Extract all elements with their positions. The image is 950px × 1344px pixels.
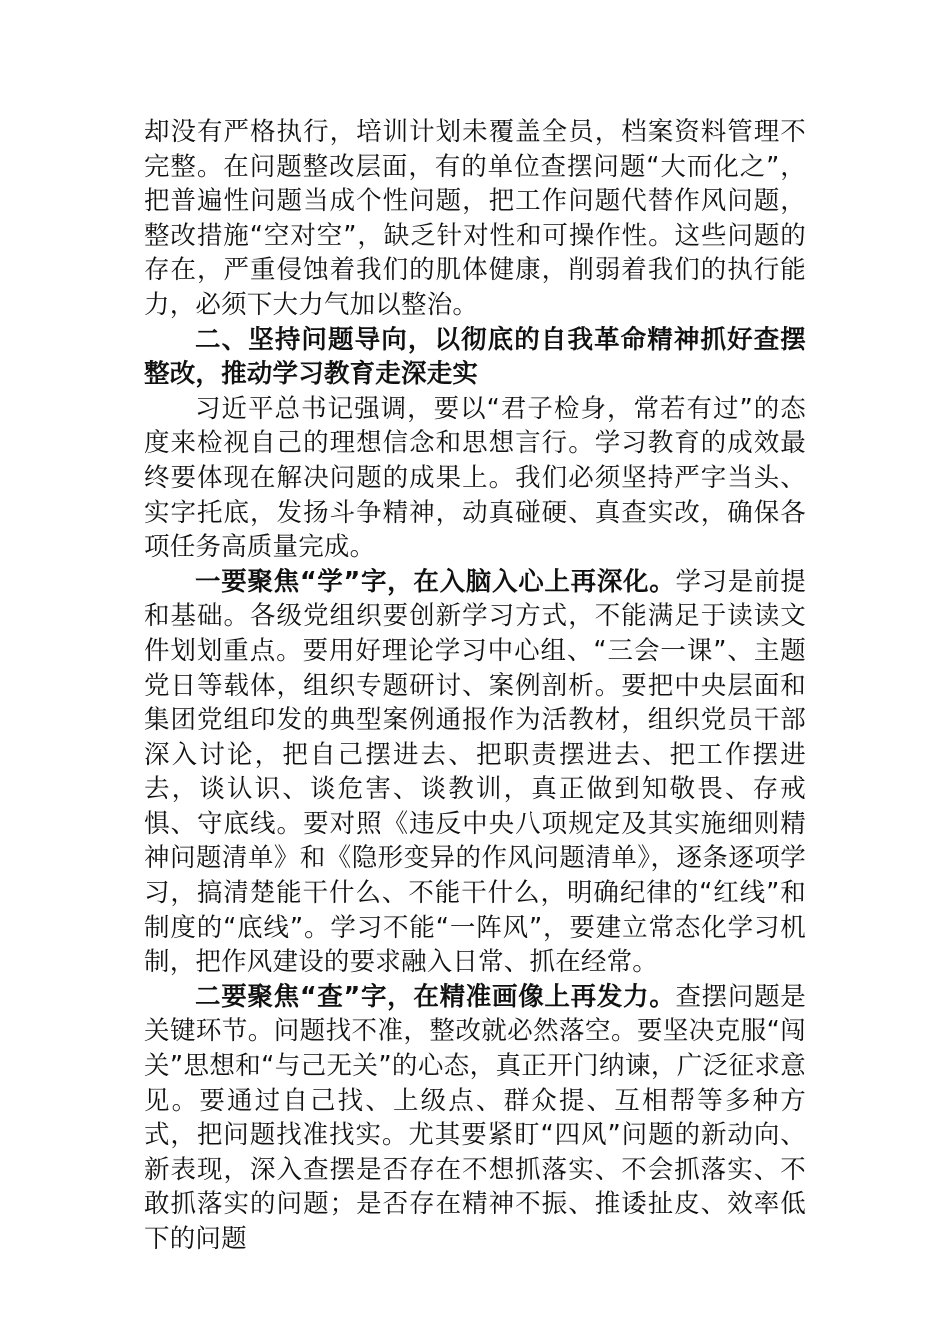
paragraph-text: 却没有严格执行，培训计划未覆盖全员，档案资料管理不完整。在问题整改层面，有的单位查摆问题“大而化之”，把普遍性问题当成个性问题，把工作问题代替作风问题，整改措施“空对空”，缺乏针对性和可操作性。这些问题的存在，严重侵蚀着我们的肌体健康，削弱着我们的执行能力，必须下大力气加以整治。 (144, 117, 806, 320)
paragraph-text: 查摆问题是关键环节。问题找不准，整改就必然落空。要坚决克服“闯关”思想和“与己无关”的心态，真正开门纳谏，广泛征求意见。要通过自己找、上级点、群众提、互相帮等多种方式，把问题找准找实。尤其要紧盯“四风”问题的新动向、新表现，深入查摆是否存在不想抓落实、不会抓落实、不敢抓落实的问题；是否存在精神不振、推诿扯皮、效率低下的问题 (144, 981, 806, 1254)
paragraph-text: 习近平总书记强调，要以“君子检身，常若有过”的态度来检视自己的理想信念和思想言行。学习教育的成效最终要体现在解决问题的成果上。我们必须坚持严字当头、实字托底，发扬斗争精神，动真碰硬、真查实改，确保各项任务高质量完成。 (144, 393, 806, 563)
paragraph-lead: 一要聚焦“学”字，在入脑入心上再深化。 (195, 566, 676, 597)
paragraph-lead: 二要聚焦“查”字，在精准画像上再发力。 (195, 981, 676, 1012)
paragraph-point-inspect (144, 980, 806, 1257)
paragraph-point-study (144, 565, 806, 980)
section-heading (144, 323, 806, 392)
document-body (144, 115, 806, 1257)
paragraph-continuation (144, 115, 806, 323)
paragraph-intro (144, 392, 806, 565)
section-heading-text: 二、坚持问题导向，以彻底的自我革命精神抓好查摆整改，推动学习教育走深走实 (144, 324, 806, 390)
paragraph-text: 学习是前提和基础。各级党组织要创新学习方式，不能满足于读读文件划划重点。要用好理论学习中心组、“三会一课”、主题党日等载体，组织专题研讨、案例剖析。要把中央层面和集团党组印发的典型案例通报作为活教材，组织党员干部深入讨论，把自己摆进去、把职责摆进去、把工作摆进去，谈认识、谈危害、谈教训，真正做到知敬畏、存戒惧、守底线。要对照《违反中央八项规定及其实施细则精神问题清单》和《隐形变异的作风问题清单》，逐条逐项学习，搞清楚能干什么、不能干什么，明确纪律的“红线”和制度的“底线”。学习不能“一阵风”，要建立常态化学习机制，把作风建设的要求融入日常、抓在经常。 (144, 566, 806, 978)
